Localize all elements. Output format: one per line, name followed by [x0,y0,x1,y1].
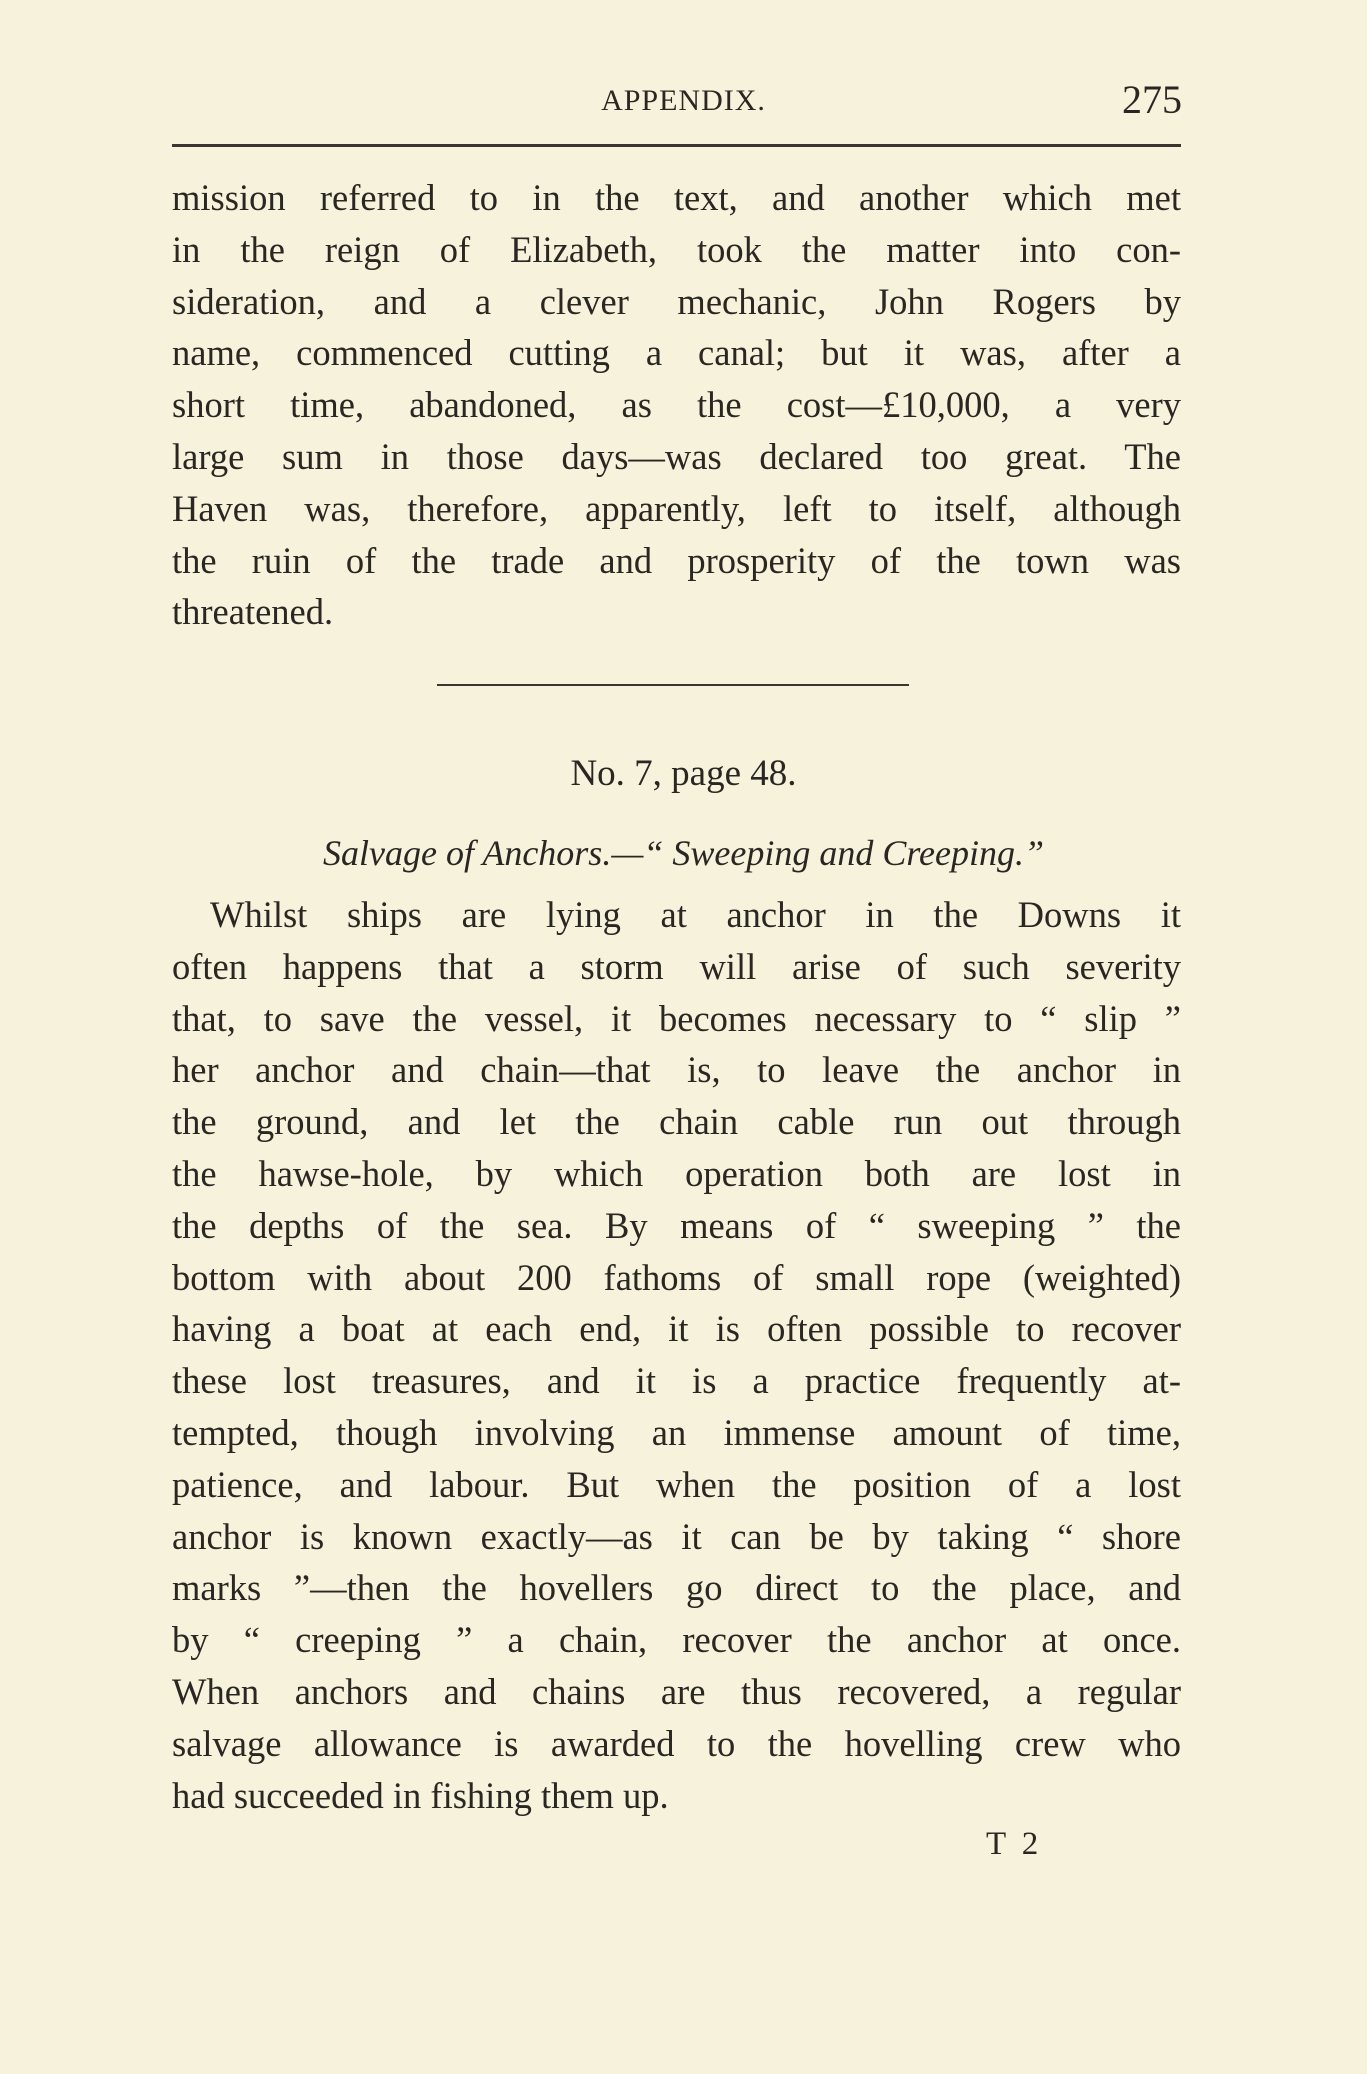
text-line: these lost treasures, and it is a practice frequently at- [172,1360,1181,1402]
section-divider [437,684,909,686]
text-line: When anchors and chains are thus recovered, a regular [172,1670,1181,1712]
text-line: name, commenced cutting a canal; but it was, after a [172,332,1181,374]
text-line: had succeeded in fishing them up. [172,1774,669,1816]
text-line: short time, abandoned, as the cost—£10,000, a very [172,384,1181,426]
text-line: the hawse-hole, by which operation both are lost in [172,1152,1181,1194]
text-line: sideration, and a clever mechanic, John Rogers by [172,280,1181,322]
paragraph-1 [172,172,1181,638]
text-line: her anchor and chain—that is, to leave the anchor in [172,1049,1181,1091]
text-line: threatened. [172,591,334,633]
text-line: bottom with about 200 fathoms of small rope (weighted) [172,1256,1181,1298]
signature-mark: T 2 [986,1826,1043,1862]
text-line: the ruin of the trade and prosperity of the town was [172,539,1181,581]
text-line: patience, and labour. But when the position of a lost [172,1463,1181,1505]
page-number: 275 [1122,77,1182,122]
text-line: anchor is known exactly—as it can be by taking “ shore [172,1515,1181,1557]
text-line: the ground, and let the chain cable run out through [172,1101,1181,1143]
text-line: Whilst ships are lying at anchor in the Downs it [210,894,1181,935]
section-heading: No. 7, page 48. [570,753,797,794]
header-rule [172,144,1181,147]
text-line: salvage allowance is awarded to the hovelling crew who [172,1722,1181,1764]
section-subtitle: Salvage of Anchors.—“ Sweeping and Creeping.” [323,833,1044,873]
paragraph-2 [172,889,1181,1821]
text-line: tempted, though involving an immense amount of time, [172,1411,1181,1453]
text-line: Haven was, therefore, apparently, left to itself, although [172,487,1181,529]
text-line: having a boat at each end, it is often possible to recover [172,1308,1181,1350]
running-header: APPENDIX. [601,84,766,117]
text-line: often happens that a storm will arise of such severity [172,945,1181,987]
text-line: by “ creeping ” a chain, recover the anchor at once. [172,1619,1181,1661]
text-line: large sum in those days—was declared too great. The [172,435,1181,477]
text-line: mission referred to in the text, and another which met [172,177,1181,218]
text-line: the depths of the sea. By means of “ sweeping ” the [172,1204,1181,1246]
text-line: marks ”—then the hovellers go direct to the place, and [172,1567,1181,1609]
text-line: in the reign of Elizabeth, took the matter into con- [172,228,1181,270]
text-line: that, to save the vessel, it becomes necessary to “ slip ” [172,997,1181,1039]
